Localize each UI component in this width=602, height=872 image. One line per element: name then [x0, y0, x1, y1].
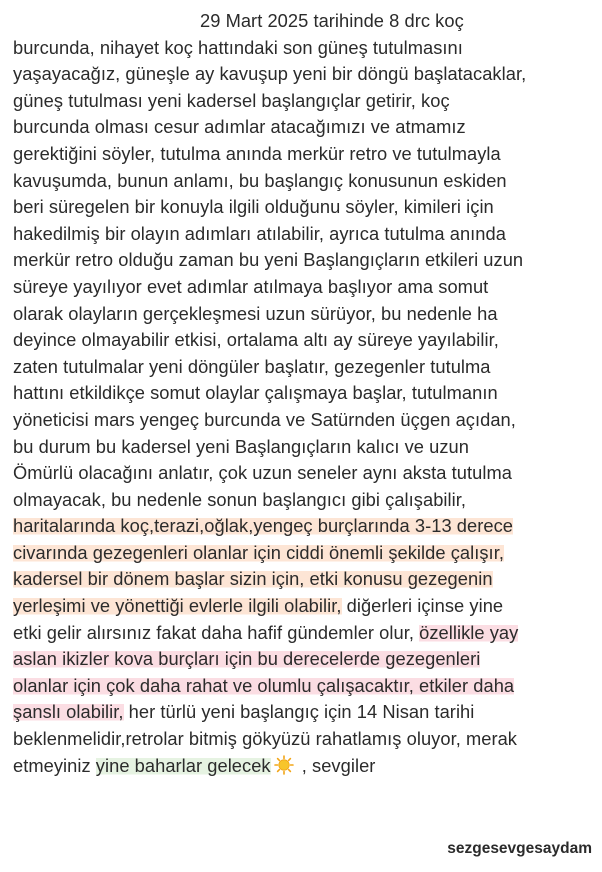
text-line: gerektiğini söyler, tutulma anında merkür retro ve tutulmayla [13, 142, 501, 164]
text-line: güneş tutulması yeni kadersel başlangıçlar getirir, koç [13, 89, 450, 111]
text-line: hakedilmiş bir olayın adımları atılabilir, ayrıca tutulma anında [13, 222, 506, 244]
orange-highlight: haritalarında koç,terazi,oğlak,yengeç burçlarında 3-13 derece [13, 515, 513, 537]
text-fragment: etki gelir alırsınız fakat daha hafif gündemler olur, [13, 621, 420, 643]
text-line: bu durum bu kadersel yeni Başlangıçların kalıcı ve uzun [13, 435, 469, 457]
text-line: olarak olayların gerçekleşmesi uzun sürüyor, bu nedenle ha [13, 302, 498, 324]
orange-highlight: kadersel bir dönem başlar sizin için, etki konusu gezegenin [13, 568, 493, 590]
text-fragment: etmeyiniz [13, 754, 96, 776]
text-fragment: , sevgiler [296, 754, 376, 776]
text-line [13, 620, 598, 647]
text-fragment: diğerleri içinse yine [341, 595, 504, 617]
pink-highlight: özellikle yay [419, 621, 519, 643]
text-line: süreye yayılıyor evet adımlar atılmaya başlıyor ama somut [13, 275, 489, 297]
body-text [13, 8, 598, 779]
text-line: deyince olmayabilir etkisi, ortalama altı ay süreye yayılabilir, [13, 329, 499, 351]
highlighted-line [13, 673, 598, 700]
text-line: hattını etkildikçe somut olaylar çalışmaya başlar, tutulmanın [13, 382, 498, 404]
highlighted-line [13, 513, 598, 540]
text-line: merkür retro olduğu zaman bu yeni Başlangıçların etkileri uzun [13, 249, 524, 271]
highlighted-line [13, 646, 598, 673]
author-signature: sezgesevgesaydam [447, 840, 592, 857]
text-line: Ömürlü olacağını anlatır, çok uzun seneler aynı aksta tutulma [13, 462, 512, 484]
text-line: zaten tutulmalar yeni döngüler başlatır, gezegenler tutulma [13, 355, 491, 377]
pink-highlight: olanlar için çok daha rahat ve olumlu çalışacaktır, etkiler daha [13, 674, 515, 696]
highlighted-line [13, 566, 598, 593]
text-line: burcunda olması cesur adımlar atacağımızı ve atmamız [13, 116, 466, 138]
text-line: yöneticisi mars yengeç burcunda ve Satürnden üçgen açıdan, [13, 408, 516, 430]
orange-highlight: civarında gezegenleri olanlar için ciddi önemli şekilde çalışır, [13, 541, 504, 563]
text-line: beri süregelen bir konuyla ilgili olduğunu söyler, kimileri için [13, 196, 494, 218]
orange-highlight: yerleşimi ve yönettiği evlerle ilgili olabilir, [13, 595, 342, 617]
sun-icon [271, 755, 297, 776]
text-fragment: her türlü yeni başlangıç için 14 Nisan tarihi [123, 701, 475, 723]
text-line [13, 753, 598, 780]
green-highlight: yine baharlar gelecek [95, 754, 271, 776]
text-line: kavuşumda, bunun anlamı, bu başlangıç konusunun eskiden [13, 169, 507, 191]
text-line: yaşayacağız, güneşle ay kavuşup yeni bir döngü başlatacaklar, [13, 63, 527, 85]
text-line: burcunda, nihayet koç hattındaki son güneş tutulmasını [13, 36, 463, 58]
pink-highlight: aslan ikizler kova burçları için bu derecelerde gezegenleri [13, 648, 481, 670]
pink-highlight: şanslı olabilir, [13, 701, 124, 723]
text-line: 29 Mart 2025 tarihinde 8 drc koç [200, 10, 464, 31]
text-line: beklenmelidir,retrolar bitmiş gökyüzü rahatlamış oluyor, merak [13, 728, 518, 750]
highlighted-line [13, 540, 598, 567]
text-line [13, 699, 598, 726]
text-line: olmayacak, bu nedenle sonun başlangıcı gibi çalışabilir, [13, 488, 467, 510]
text-line [13, 593, 598, 620]
